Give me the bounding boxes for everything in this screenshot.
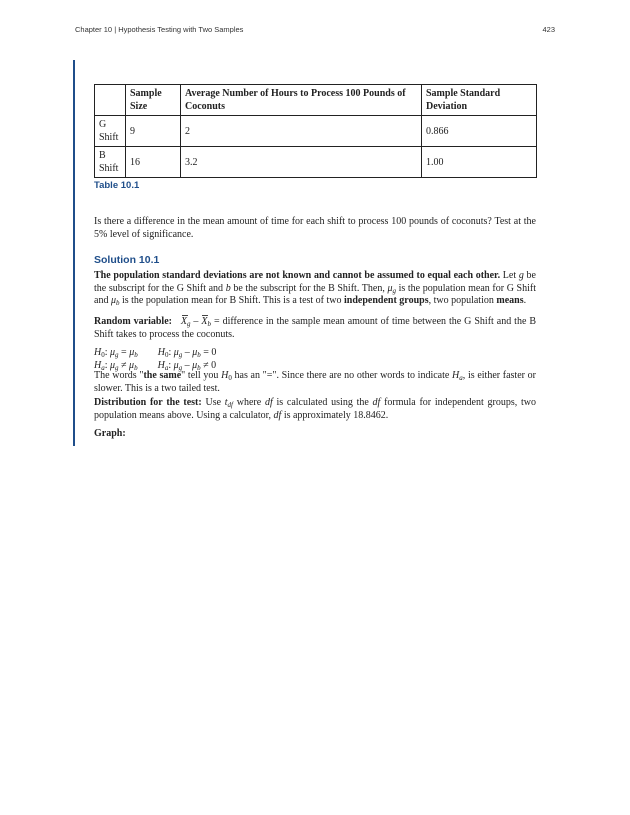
table-header-row: [95, 85, 537, 116]
graph-label-paragraph: [94, 428, 536, 441]
running-header: Chapter 10 | Hypothesis Testing with Two Samples: [75, 25, 244, 34]
table-cell: 2: [181, 116, 422, 147]
distribution-label: Distribution for the test:: [94, 397, 202, 408]
hypotheses-block: $H_0$: $\mu_g = \mu_b$ $H_0$: $\mu_g - \mu_b = 0$ $H_a$: $\mu_g \ne \mu_b$ $H_a$: $\mu_g - \mu_b \ne 0$: [94, 347, 217, 372]
two-tailed-paragraph: The words "the same" tell you $H_0$ has an "=". Since there are no other words to indicate $H_a$, is either faster or slower. This is a two tailed test.: [94, 370, 537, 394]
table-cell: 1.00: [422, 147, 537, 178]
table-caption: Table 10.1: [94, 180, 140, 191]
bold-statement: The population standard deviations are not known and cannot be assumed to equal each other.: [94, 270, 501, 281]
random-variable-text: = difference in the sample mean amount of time between the G Shift and the B Shift takes to process the coconuts.: [94, 316, 537, 340]
table-header-cell: Average Number of Hours to Process 100 Pounds of Coconuts: [181, 85, 422, 116]
table-cell-label: B Shift: [95, 147, 126, 178]
table-row: [95, 116, 537, 147]
question-text: Is there a difference in the mean amount of time for each shift to process 100 pounds of coconuts? Test at the 5% level of significance.: [94, 216, 536, 240]
table-row: [95, 147, 537, 178]
example-sidebar-bar: [73, 60, 75, 446]
data-table: [94, 84, 537, 178]
page-number: 423: [542, 25, 555, 34]
table-cell-label: G Shift: [95, 116, 126, 147]
table-header-cell: [95, 85, 126, 116]
table-cell: 16: [126, 147, 181, 178]
random-variable-paragraph: Random variable: $X_g - X_b$ = difference in the sample mean amount of time between the G Shift and the B Shift takes to process the coconuts.: [94, 316, 537, 340]
graph-label: Graph:: [94, 428, 126, 439]
solution-paragraph-1: The population standard deviations are not known and cannot be assumed to equal each other. Let g be the subscript for the G Shift and b be the subscript for the B Shift. Then, $\mu_g$ is the population mean for G Shift and $\mu_b$ is the population mean for B Shift. This is a test of two independent groups, two population means.: [94, 270, 536, 307]
table-cell: 3.2: [181, 147, 422, 178]
distribution-paragraph: Distribution for the test: Use $t_{df}$ where df is calculated using the df formula for independent groups, two population means above. Using a calculator, df is approximately 18.8462.: [94, 397, 536, 421]
table-cell: 0.866: [422, 116, 537, 147]
table-cell: 9: [126, 116, 181, 147]
table-header-cell: Sample Standard Deviation: [422, 85, 537, 116]
table-header-cell: Sample Size: [126, 85, 181, 116]
solution-title: Solution 10.1: [94, 254, 160, 266]
random-variable-label: Random variable:: [94, 316, 172, 327]
